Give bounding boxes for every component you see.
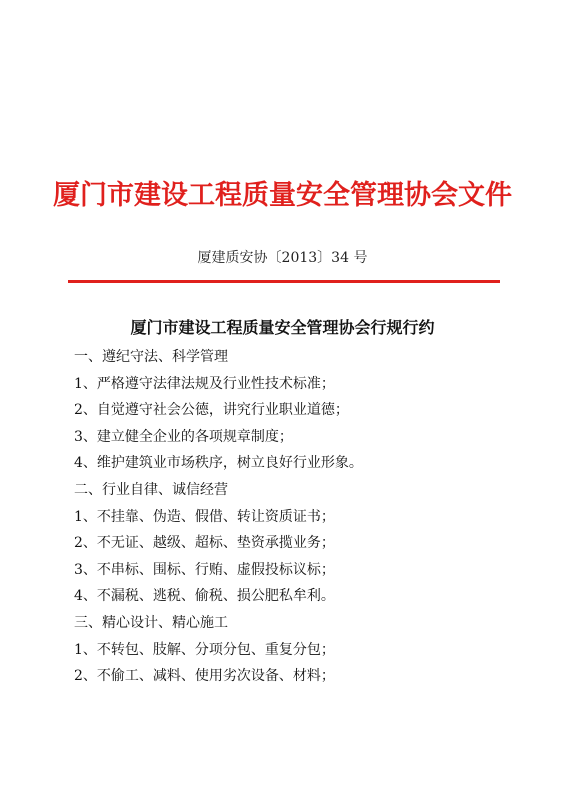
body-line: 2、自觉遵守社会公德，讲究行业职业道德； — [74, 402, 349, 419]
header-red-divider — [68, 280, 500, 283]
body-line: 1、严格遵守法律法规及行业性技术标准； — [74, 375, 335, 392]
body-line: 4、不漏税、逃税、偷税、损公肥私牟利。 — [74, 588, 335, 605]
document-title: 厦门市建设工程质量安全管理协会行规行约 — [130, 318, 435, 337]
org-header-title: 厦门市建设工程质量安全管理协会文件 — [53, 180, 512, 211]
body-line: 2、不偷工、减料、使用劣次设备、材料； — [74, 668, 335, 685]
section-heading: 二、行业自律、诚信经营 — [74, 481, 228, 498]
body-line: 4、维护建筑业市场秩序，树立良好行业形象。 — [74, 455, 363, 472]
body-line: 1、不转包、肢解、分项分包、重复分包； — [74, 641, 335, 658]
body-line: 3、不串标、围标、行贿、虚假投标议标； — [74, 561, 335, 578]
section-heading: 一、遵纪守法、科学管理 — [74, 349, 228, 365]
body-line: 1、不挂靠、伪造、假借、转让资质证书； — [74, 508, 335, 525]
body-line: 2、不无证、越级、超标、垫资承揽业务； — [74, 535, 335, 552]
body-line: 3、建立健全企业的各项规章制度； — [74, 428, 293, 445]
document-body — [74, 344, 514, 690]
section-heading: 三、精心设计、精心施工 — [74, 614, 228, 631]
document-number: 厦建质安协〔2013〕34 号 — [197, 250, 368, 266]
